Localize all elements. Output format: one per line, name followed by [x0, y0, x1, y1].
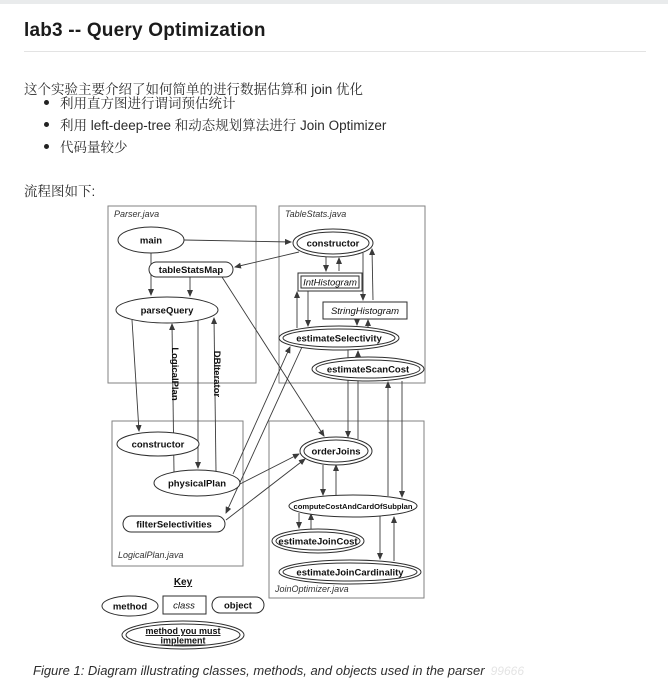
node-physicalplan: [154, 470, 240, 496]
logicalplan-java-label: LogicalPlan.java: [118, 550, 184, 560]
key-class-label: class: [173, 600, 195, 612]
node-estimatescancost-label: estimateScanCost: [326, 364, 410, 376]
key-object-label: object: [224, 600, 252, 612]
title-divider: [24, 51, 646, 52]
node-logicalplan-constructor-label: constructor: [131, 439, 185, 451]
list-item: [44, 95, 386, 109]
node-tablestatsmap-label: tableStatsMap: [158, 265, 224, 276]
node-estimatejoincost-label: estimateJoinCost: [278, 536, 358, 548]
bullet-list: [44, 95, 386, 161]
flow-chart-label: 流程图如下:: [24, 183, 96, 199]
key-must-implement: [122, 621, 244, 649]
key-method-label: method: [112, 601, 148, 613]
node-stringhistogram: [323, 302, 407, 319]
node-estimateselectivity-label: estimateSelectivity: [296, 333, 382, 345]
node-inthistogram-label: IntHistogram: [303, 277, 357, 289]
node-estimateselectivity: [279, 326, 399, 350]
node-stringhistogram-label: StringHistogram: [330, 306, 400, 317]
list-item: [44, 117, 386, 131]
node-parsequery: [116, 297, 218, 323]
figure-caption: [33, 663, 524, 678]
page-title: lab3 -- Query Optimization: [24, 20, 266, 41]
top-border-strip: [0, 0, 668, 4]
key-must-implement-line1: method you must: [145, 626, 221, 636]
node-inthistogram: [298, 273, 362, 291]
joinoptimizer-java-label: JoinOptimizer.java: [275, 584, 349, 594]
node-filterselectivities-label: filterSelectivities: [136, 519, 212, 531]
node-tablestats-constructor-label: constructor: [306, 238, 360, 250]
node-estimatejoincardinality: [279, 560, 421, 584]
node-orderjoins: [300, 437, 372, 465]
intro-paragraph: 这个实验主要介绍了如何简单的进行数据估算和 join 优化: [24, 81, 364, 97]
node-computecostandcardofsubplan: [289, 495, 417, 517]
node-estimatejoincost: [272, 529, 364, 553]
tablestats-java-label: TableStats.java: [285, 209, 347, 219]
node-filterselectivities: [123, 516, 225, 532]
node-estimatescancost: [312, 357, 424, 381]
figure-caption-text: Figure 1: Diagram illustrating classes, methods, and objects used in the parser: [33, 663, 485, 678]
node-estimatejoincardinality-label: estimateJoinCardinality: [296, 567, 404, 579]
list-item-text: 利用 left-deep-tree 和动态规划算法进行 Join Optimizer: [60, 118, 387, 133]
node-tablestatsmap: [149, 262, 233, 277]
node-tablestats-constructor: [293, 229, 373, 257]
watermark-text: 99666: [490, 664, 524, 678]
bullet-icon: [44, 122, 49, 127]
key-title: Key: [173, 577, 193, 588]
node-computecostandcardofsubplan-label: computeCostAndCardOfSubplan: [293, 502, 413, 511]
list-item-text: 利用直方图进行谓词预估统计: [60, 96, 236, 111]
node-parsequery-label: parseQuery: [140, 305, 194, 317]
parser-java-label: Parser.java: [114, 209, 160, 219]
list-item: [44, 139, 386, 153]
node-main: [118, 227, 184, 253]
edge-label-logicalplan: LogicalPlan: [169, 347, 180, 401]
diagram-key: [102, 577, 264, 649]
key-must-implement-line2: implement: [160, 635, 206, 646]
bullet-icon: [44, 144, 49, 149]
node-logicalplan-constructor: [117, 432, 199, 456]
class-diagram-figure: [95, 198, 455, 650]
node-physicalplan-label: physicalPlan: [167, 478, 227, 490]
bullet-icon: [44, 100, 49, 105]
list-item-text: 代码量较少: [60, 140, 128, 155]
node-main-label: main: [139, 235, 163, 247]
edge-label-dbiterator: DBIterator: [211, 350, 222, 398]
node-orderjoins-label: orderJoins: [311, 446, 361, 458]
